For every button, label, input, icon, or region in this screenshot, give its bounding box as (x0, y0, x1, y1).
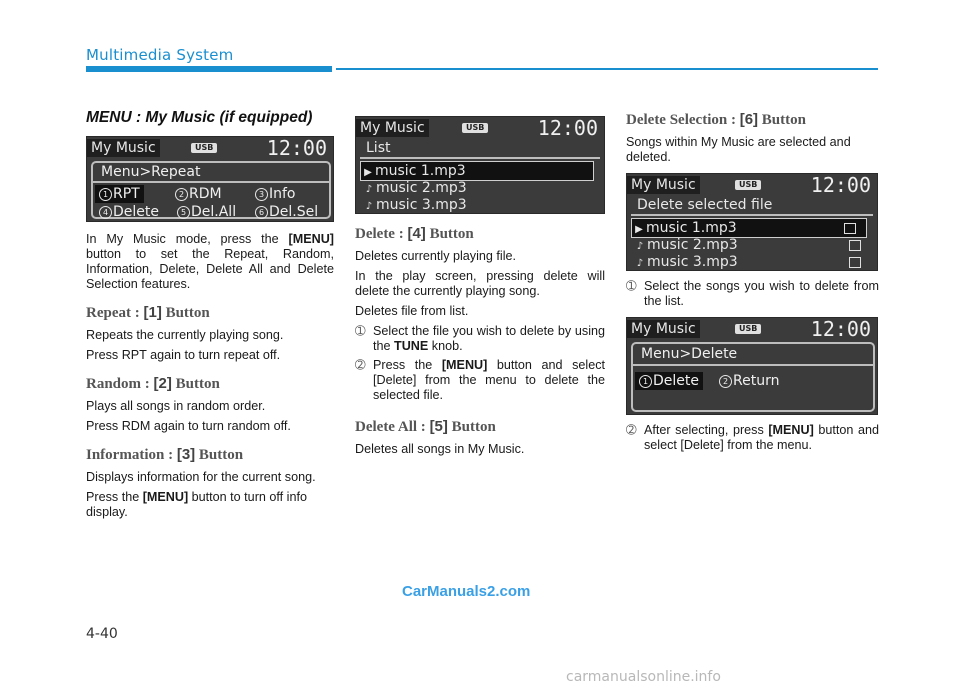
menu-frame (631, 342, 875, 412)
menu-heading: MENU : My Music (if equipped) (86, 109, 313, 126)
usb-badge: USB (735, 324, 761, 334)
delete-list-item[interactable]: ▶ music 1.mp3 (631, 218, 867, 238)
info-heading: Information : [3] Button (86, 446, 244, 463)
intro-text: In My Music mode, press the [MENU] button to set the Repeat, Random, Information, Delete, Delete All and Delete Selection features. (86, 232, 334, 291)
info-line-2: Press the [MENU] button to turn off info display. (86, 490, 307, 519)
delete-list-item[interactable]: ♪ music 2.mp3 (633, 236, 871, 254)
checkbox[interactable] (849, 257, 861, 268)
music-note-icon: ♪ (636, 258, 644, 269)
delete-line-3: Deletes file from list. (355, 304, 469, 318)
delete-all-heading: Delete All : [5] Button (355, 418, 496, 435)
page-number: 4-40 (86, 626, 118, 642)
menu-repeat-screen (86, 136, 334, 222)
repeat-line-2: Press RPT again to turn repeat off. (86, 348, 281, 362)
option-delete[interactable] (635, 372, 703, 390)
music-note-icon: ♪ (636, 241, 644, 252)
delete-sel-step-1: ➀ Select the songs you wish to delete from the list. (626, 279, 879, 308)
option-rdm[interactable] (175, 185, 222, 203)
option-rpt[interactable] (95, 185, 144, 203)
music-note-icon: ♪ (365, 184, 373, 195)
delete-list-divider (631, 214, 873, 216)
num-badge: 6 (255, 206, 268, 219)
option-label: RPT (113, 186, 140, 202)
list-item[interactable]: ♪ music 2.mp3 (362, 179, 598, 197)
usb-badge: USB (462, 123, 488, 133)
option-del-all[interactable] (177, 203, 236, 221)
screen-app-label: My Music (627, 176, 700, 194)
header-rule-thick (86, 66, 332, 72)
menu-divider (93, 181, 329, 183)
delete-list-item[interactable]: ♪ music 3.mp3 (633, 253, 871, 271)
option-info[interactable] (255, 185, 296, 203)
option-label: Del.All (191, 204, 237, 220)
delete-line-1: Deletes currently playing file. (355, 249, 516, 263)
list-item[interactable]: ▶ music 1.mp3 (360, 161, 594, 181)
usb-badge: USB (191, 143, 217, 153)
checkbox[interactable] (849, 240, 861, 251)
play-arrow-icon: ▶ (364, 167, 372, 178)
delete-selection-heading: Delete Selection : [6] Button (626, 111, 806, 128)
delete-line-2: In the play screen, pressing delete will delete the currently playing song. (355, 269, 605, 298)
list-divider (360, 157, 600, 159)
menu-frame (91, 161, 331, 219)
delete-step-2: ➁ Press the [MENU] button and select [Delete] from the menu to delete the selected file. (355, 358, 605, 402)
num-badge: 4 (99, 206, 112, 219)
info-line-1: Displays information for the current song. (86, 470, 316, 484)
option-label: Delete (653, 373, 699, 389)
delete-all-line: Deletes all songs in My Music. (355, 442, 525, 456)
option-label: Del.Sel (269, 204, 319, 220)
random-heading: Random : [2] Button (86, 375, 220, 392)
header-rule-thin (336, 68, 878, 70)
repeat-heading: Repeat : [1] Button (86, 304, 210, 321)
screen-clock: 12:00 (810, 317, 871, 341)
screen-app-label: My Music (627, 320, 700, 338)
section-title: Multimedia System (86, 46, 234, 64)
num-badge: 2 (719, 375, 732, 388)
repeat-line-1: Repeats the currently playing song. (86, 328, 284, 342)
delete-sel-step-2: ➁ After selecting, press [MENU] button and select [Delete] from the menu. (626, 423, 879, 452)
list-item[interactable]: ♪ music 3.mp3 (362, 196, 598, 214)
option-del-sel[interactable] (255, 203, 318, 221)
left-column (86, 110, 334, 525)
num-badge: 1 (639, 375, 652, 388)
screen-clock: 12:00 (537, 116, 598, 140)
screen-clock: 12:00 (266, 136, 327, 160)
screen-app-label: My Music (87, 139, 160, 157)
watermark-link[interactable]: CarManuals2.com (402, 583, 531, 600)
delete-list-title: Delete selected file (637, 197, 773, 213)
num-badge: 5 (177, 206, 190, 219)
menu-title: Menu>Delete (641, 346, 738, 362)
delete-step-1: ➀ Select the file you wish to delete by using the TUNE knob. (355, 324, 605, 353)
num-badge: 3 (255, 188, 268, 201)
menu-divider (633, 364, 873, 366)
usb-badge: USB (735, 180, 761, 190)
right-column (626, 104, 879, 457)
screen-clock: 12:00 (810, 173, 871, 197)
delete-heading: Delete : [4] Button (355, 225, 474, 242)
option-label: Info (269, 186, 296, 202)
menu-title: Menu>Repeat (101, 164, 201, 180)
option-label: Return (733, 373, 780, 389)
menu-delete-screen (626, 317, 878, 415)
play-arrow-icon: ▶ (635, 224, 643, 235)
random-line-2: Press RDM again to turn random off. (86, 419, 291, 433)
num-badge: 2 (175, 188, 188, 201)
random-line-1: Plays all songs in random order. (86, 399, 266, 413)
num-badge: 1 (99, 188, 112, 201)
list-title: List (366, 140, 391, 156)
delete-selected-screen (626, 173, 878, 271)
option-delete[interactable] (99, 203, 159, 221)
middle-column (355, 116, 605, 462)
screen-app-label: My Music (356, 119, 429, 137)
checkbox[interactable] (844, 223, 856, 234)
list-screen (355, 116, 605, 214)
music-note-icon: ♪ (365, 201, 373, 212)
option-label: RDM (189, 186, 222, 202)
option-return[interactable] (719, 372, 779, 390)
delete-selection-line: Songs within My Music are selected and deleted. (626, 135, 851, 164)
option-label: Delete (113, 204, 159, 220)
site-watermark: carmanualsonline.info (566, 669, 721, 685)
